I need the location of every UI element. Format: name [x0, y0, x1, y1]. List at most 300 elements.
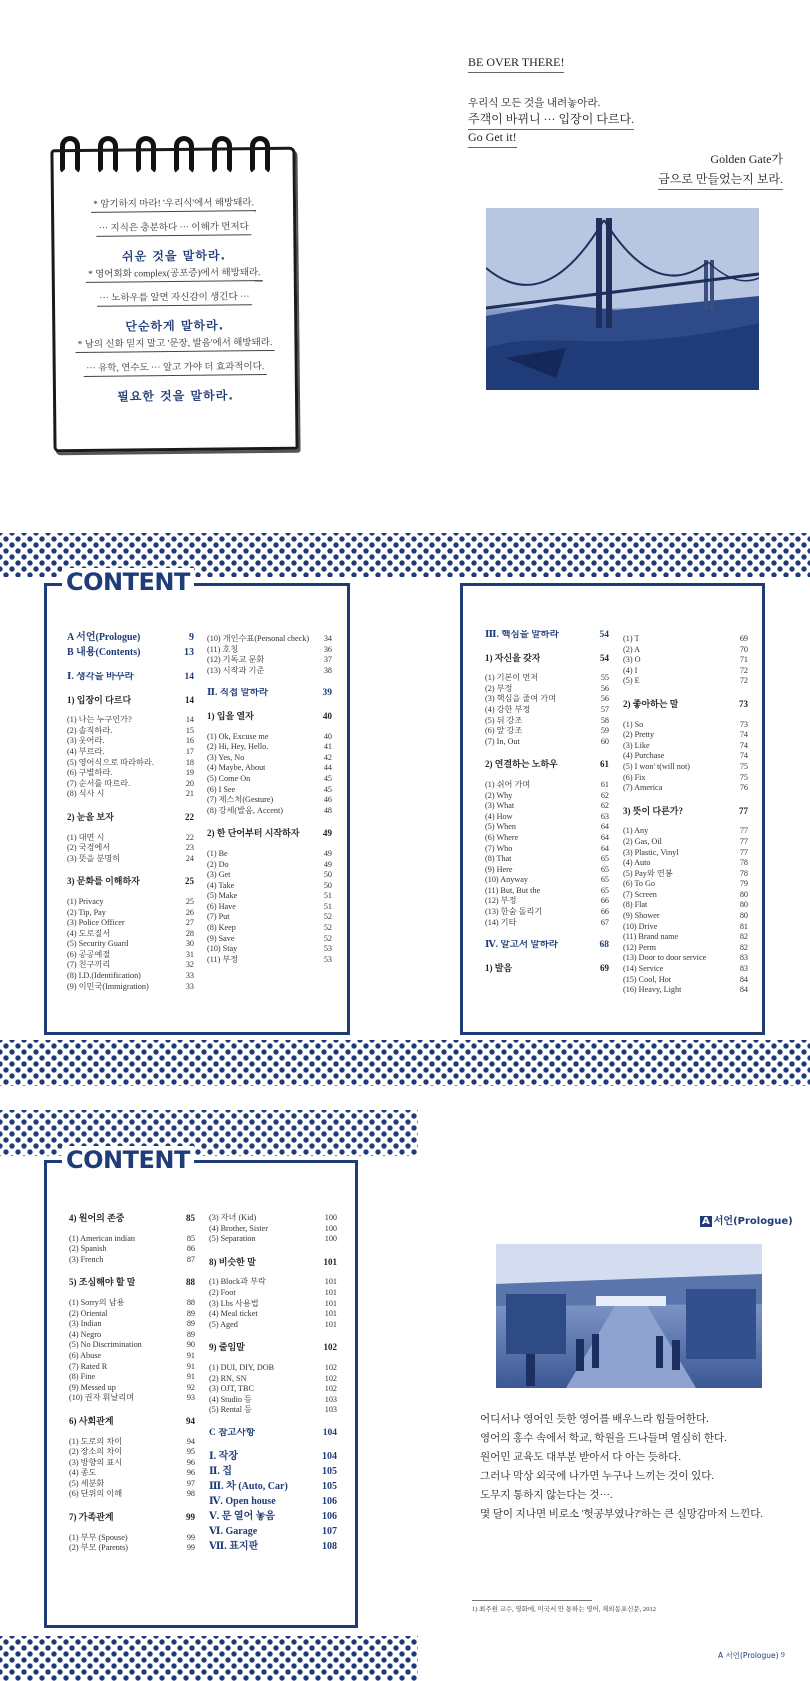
toc-entry-title: (1) 나는 누구인가?	[67, 715, 132, 725]
toc-entry-page: 44	[323, 763, 332, 773]
toc-entry-page: 54	[599, 630, 609, 640]
toc-entry-title: (3) Like	[623, 740, 650, 750]
toc-entry	[69, 1393, 195, 1404]
toc-entry-title: (3) Lbs 사용법	[209, 1298, 259, 1308]
toc-entry-page: 99	[186, 1543, 195, 1553]
toc-entry	[485, 918, 609, 929]
go-get-it: Go Get it!	[468, 130, 517, 148]
toc-entry-page: 45	[323, 784, 332, 794]
toc-entry	[485, 737, 609, 748]
toc-entry-page: 67	[600, 917, 609, 927]
toc-entry-title: (2) 솔직하라.	[67, 725, 113, 735]
toc-entry	[623, 730, 748, 741]
toc-entry	[67, 908, 194, 919]
toc-entry-title: (3) What	[485, 801, 515, 811]
toc-entry-title: (6) 앞 강조	[485, 726, 523, 736]
toc-entry-title: (11) 부정	[207, 954, 239, 964]
toc-entry	[623, 922, 748, 933]
toc-entry-title: (4) Auto	[623, 858, 651, 868]
toc-entry-page: 49	[323, 848, 332, 858]
toc-entry-page: 103	[324, 1394, 337, 1404]
toc-entry	[67, 854, 194, 865]
toc-entry-title: (10) Stay	[207, 944, 238, 954]
toc-entry	[207, 742, 332, 753]
toc-entry	[207, 732, 332, 743]
toc-entry	[209, 1449, 337, 1464]
toc-entry-page: 15	[185, 725, 194, 735]
toc-entry-page: 64	[600, 843, 609, 853]
toc-entry	[485, 844, 609, 855]
toc-entry	[623, 783, 748, 794]
toc-entry-page: 25	[185, 876, 194, 887]
toc-entry-page: 69	[600, 962, 609, 973]
toc-entry-page: 106	[322, 1495, 337, 1507]
toc-entry-title: (10) 권자 휘날리며	[69, 1393, 135, 1403]
toc-entry	[67, 645, 194, 660]
toc-entry	[67, 726, 194, 737]
toc-entry-page: 85	[186, 1213, 195, 1223]
toc-entry	[485, 726, 609, 737]
toc-entry-title: (1) So	[623, 719, 644, 729]
toc-entry-title: (13) Door to door service	[623, 953, 707, 963]
toc-entry-page: 80	[739, 900, 748, 910]
toc-entry-title: (8) That	[485, 854, 512, 864]
toc-entry	[209, 1234, 337, 1245]
toc-entry-title: (6) Abuse	[69, 1350, 102, 1360]
toc-entry-title: Ⅲ. 핵심을 말하라	[485, 630, 559, 640]
toc-entry-page: 94	[186, 1415, 195, 1426]
toc-entry	[623, 699, 748, 710]
toc-entry-title: (11) 호칭	[207, 644, 239, 654]
toc-entry-page: 82	[739, 932, 748, 942]
toc-entry-title: (2) Hi, Hey, Hello.	[207, 742, 269, 752]
toc-entry-title: Ⅱ. 직접 말하라	[207, 688, 269, 699]
toc-entry	[69, 1234, 195, 1245]
toc-entry-title: Ⅲ. 차 (Auto, Car)	[209, 1480, 288, 1492]
toc-entry-title: 2) 한 단어부터 시작하자	[207, 828, 300, 839]
toc-entry-title: (4) Maybe, About	[207, 763, 266, 773]
toc-entry-title: (9) 이민국(Immigration)	[67, 981, 149, 991]
toc-entry	[69, 1458, 195, 1469]
toc-entry	[623, 964, 748, 975]
toc-entry	[623, 858, 748, 869]
toc-entry-page: 13	[184, 647, 194, 658]
toc-entry-title: (3) 뜻을 분명히	[67, 853, 121, 863]
toc-entry-page: 72	[739, 665, 748, 675]
content-title: CONTENT	[62, 568, 194, 596]
toc-entry	[485, 780, 609, 791]
toc-entry	[69, 1309, 195, 1320]
toc-entry	[67, 747, 194, 758]
toc-entry	[623, 762, 748, 773]
prologue-line: 그러나 막상 외국에 나가면 누구나 느끼는 것이 있다.	[480, 1471, 715, 1482]
toc-entry-page: 9	[189, 632, 194, 643]
toc-entry-page: 31	[185, 949, 194, 959]
content-box-3	[44, 1160, 358, 1628]
prologue-line: 원어민 교육도 대부분 받아서 다 아는 듯하다.	[480, 1452, 681, 1463]
toc-entry	[67, 843, 194, 854]
toc-entry-page: 100	[324, 1213, 337, 1222]
toc-entry-title: (4) I	[623, 665, 638, 675]
toc-entry-title: 9) 줄임말	[209, 1342, 245, 1353]
toc-entry-title: (5) Separation	[209, 1234, 256, 1244]
toc-entry-title: (3) Get	[207, 870, 231, 880]
toc-entry-title: (9) Save	[207, 933, 235, 943]
toc-entry-page: 36	[323, 644, 332, 654]
toc-entry	[209, 1464, 337, 1479]
toc-entry	[209, 1224, 337, 1235]
toc-entry-page: 101	[324, 1277, 337, 1287]
toc-entry-title: (2) 부모 (Parents)	[69, 1543, 129, 1553]
toc-entry-page: 52	[323, 912, 332, 922]
toc-entry-page: 73	[739, 698, 748, 709]
toc-entry-page: 52	[323, 933, 332, 943]
toc-entry	[69, 1362, 195, 1373]
toc-entry	[69, 1277, 195, 1288]
toc-entry-page: 101	[323, 1256, 337, 1267]
toc-entry-page: 77	[739, 847, 748, 857]
toc-entry	[67, 758, 194, 769]
toc-entry-page: 96	[186, 1457, 195, 1467]
toc-entry-title: (2) 국경에서	[67, 843, 111, 853]
golden-gate-bridge-photo	[486, 208, 759, 390]
toc-entry	[623, 720, 748, 731]
toc-entry	[67, 939, 194, 950]
toc-entry	[69, 1468, 195, 1479]
toc-entry	[209, 1299, 337, 1310]
toc-entry-title: (1) 기본이 먼저	[485, 673, 539, 683]
prologue-paragraph	[480, 1410, 780, 1524]
toc-entry-page: 83	[739, 964, 748, 974]
toc-entry-page: 49	[323, 859, 332, 869]
shopping-mall-photo	[496, 1244, 762, 1388]
toc-entry	[67, 812, 194, 823]
toc-entry-page: 77	[739, 836, 748, 846]
toc-entry	[623, 848, 748, 859]
toc-entry-title: (10) 개인수표(Personal check)	[207, 634, 310, 643]
toc-entry-page: 79	[739, 879, 748, 889]
toc-entry-page: 91	[186, 1350, 195, 1360]
toc-entry-title: (6) 단위의 이해	[69, 1489, 123, 1499]
toc-entry-page: 72	[739, 676, 748, 686]
toc-entry	[67, 897, 194, 908]
toc-entry-page: 28	[185, 928, 194, 938]
toc-entry-page: 96	[186, 1468, 195, 1478]
toc-entry	[207, 870, 332, 881]
toc-entry	[67, 768, 194, 779]
toc-entry-title: (2) Pretty	[623, 730, 655, 740]
toc-entry	[623, 890, 748, 901]
toc-entry-title: (6) I See	[207, 784, 236, 794]
toc-entry-title: (7) Rated R	[69, 1361, 108, 1371]
toc-entry-page: 46	[323, 795, 332, 805]
toc-column	[209, 1213, 337, 1554]
toc-entry	[485, 833, 609, 844]
toc-entry-title: (5) Pay와 연봉	[623, 868, 673, 878]
toc-entry-title: (1) 도로의 차이	[69, 1436, 123, 1446]
toc-entry	[67, 779, 194, 790]
notepad-line: ··· 노하우를 알면 자신감이 생긴다 ···	[97, 288, 251, 307]
toc-entry	[209, 1374, 337, 1385]
toc-entry-page: 50	[323, 870, 332, 880]
toc-entry-title: (7) Put	[207, 912, 230, 922]
notepad-block-2	[55, 262, 295, 335]
toc-entry	[623, 741, 748, 752]
toc-entry	[69, 1351, 195, 1362]
toc-entry-page: 97	[186, 1478, 195, 1488]
toc-entry-title: (2) Why	[485, 790, 513, 800]
toc-entry-title: (3) Plastic, Vinyl	[623, 847, 679, 857]
toc-entry	[485, 907, 609, 918]
toc-entry	[485, 673, 609, 684]
toc-entry	[207, 828, 332, 839]
toc-entry-title: (2) 장소의 차이	[69, 1447, 123, 1457]
toc-entry-title: (13) 한숨 돌리기	[485, 907, 543, 917]
toc-entry	[209, 1428, 337, 1439]
toc-entry-title: (10) Drive	[623, 921, 658, 931]
toc-entry	[623, 634, 748, 645]
toc-entry-title: (1) 부부 (Spouse)	[69, 1532, 128, 1542]
toc-entry-page: 14	[184, 672, 194, 682]
toc-entry-page: 27	[185, 918, 194, 928]
toc-entry-page: 23	[185, 843, 194, 853]
toc-entry-title: (7) America	[623, 783, 663, 793]
toc-entry-page: 78	[739, 868, 748, 878]
toc-entry	[209, 1539, 337, 1554]
toc-entry	[69, 1383, 195, 1394]
toc-entry-page: 100	[324, 1223, 337, 1233]
toc-entry-title: (8) Fine	[69, 1372, 96, 1382]
toc-entry-title: (2) Foot	[209, 1287, 236, 1297]
golden-gate-line-1: Golden Gate가	[710, 152, 783, 166]
toc-entry-page: 89	[186, 1308, 195, 1318]
toc-entry-title: (1) Block과 부락	[209, 1277, 266, 1287]
section-tag-label: 서언(Prologue)	[713, 1216, 793, 1227]
star-pattern-band	[0, 1040, 810, 1086]
toc-entry-title: Ⅴ. 문 열어 놓음	[209, 1510, 276, 1522]
toc-entry-page: 19	[185, 768, 194, 778]
notepad-block-3	[55, 332, 295, 405]
toc-entry	[209, 1277, 337, 1288]
toc-column	[67, 630, 194, 992]
toc-entry-title: (4) Take	[207, 880, 235, 890]
running-footer: A 서언(Prologue)	[718, 1651, 779, 1660]
toc-entry-title: (9) Here	[485, 864, 513, 874]
toc-entry-title: (5) Come On	[207, 773, 251, 783]
toc-entry-title: (13) 시작과 기준	[207, 665, 265, 675]
toc-entry-page: 80	[739, 889, 748, 899]
prologue-line: 영어의 홍수 속에서 학교, 학원을 드나들며 열심히 한다.	[480, 1433, 727, 1444]
toc-entry-page: 33	[185, 981, 194, 991]
toc-entry-page: 102	[323, 1342, 337, 1353]
toc-entry-page: 52	[323, 923, 332, 933]
toc-entry-title: (3) OJT, TBC	[209, 1384, 254, 1394]
prologue-line: 어디서나 영어인 듯한 영어를 배우느라 힘들어한다.	[480, 1414, 709, 1425]
notepad-line: * 영어회화 complex(공포증)에서 해방돼라.	[86, 264, 263, 283]
toc-entry-title: (4) Negro	[69, 1329, 102, 1339]
toc-entry	[67, 971, 194, 982]
toc-entry	[207, 634, 332, 645]
toc-entry	[623, 869, 748, 880]
toc-entry-title: (3) 웃어라.	[67, 736, 105, 746]
toc-entry	[207, 774, 332, 785]
toc-entry	[485, 759, 609, 770]
toc-entry	[207, 944, 332, 955]
toc-entry	[69, 1372, 195, 1383]
toc-entry	[69, 1479, 195, 1490]
toc-entry-title: 1) 발음	[485, 962, 513, 973]
toc-entry-page: 104	[322, 1450, 337, 1462]
toc-entry-page: 34	[323, 634, 332, 643]
toc-entry-title: (8) 강세(발음, Accent)	[207, 805, 283, 815]
toc-entry-page: 68	[599, 940, 609, 951]
prologue-section-tag	[700, 1212, 793, 1227]
toc-entry-title: (4) 도로질서	[67, 928, 111, 938]
toc-entry-page: 62	[600, 790, 609, 800]
toc-entry-page: 83	[739, 953, 748, 963]
toc-entry-title: 4) 원어의 존중	[69, 1213, 125, 1223]
toc-column	[69, 1213, 195, 1554]
toc-entry-title: (2) Spanish	[69, 1244, 107, 1254]
toc-entry-page: 18	[185, 757, 194, 767]
toc-entry	[69, 1298, 195, 1309]
toc-entry	[69, 1319, 195, 1330]
toc-entry-page: 64	[600, 822, 609, 832]
toc-entry-page: 20	[185, 778, 194, 788]
toc-entry-page: 91	[186, 1361, 195, 1371]
toc-entry-title: 8) 비슷한 말	[209, 1256, 256, 1267]
toc-entry-page: 104	[322, 1427, 337, 1438]
toc-entry-page: 22	[185, 811, 194, 822]
toc-entry-title: (11) But, But the	[485, 885, 541, 895]
toc-entry-title: (12) Perm	[623, 942, 656, 952]
toc-entry-title: (5) E	[623, 676, 640, 686]
toc-entry-title: (5) When	[485, 822, 516, 832]
toc-entry	[67, 950, 194, 961]
toc-entry-title: (2) Oriental	[69, 1308, 108, 1318]
toc-entry-page: 105	[322, 1465, 337, 1477]
toc-entry-title: 6) 사회관계	[69, 1415, 114, 1426]
toc-entry	[623, 879, 748, 890]
section-letter-badge: A	[702, 1216, 710, 1227]
toc-entry	[207, 860, 332, 871]
toc-entry-page: 101	[324, 1287, 337, 1297]
toc-entry-page: 17	[185, 746, 194, 756]
toc-entry-page: 94	[186, 1436, 195, 1446]
toc-entry-title: Ⅵ. Garage	[209, 1525, 258, 1537]
toc-entry-page: 70	[739, 644, 748, 654]
toc-entry	[209, 1405, 337, 1416]
toc-entry-title: (7) 제스처(Gesture)	[207, 795, 274, 805]
toc-entry	[485, 705, 609, 716]
toc-entry	[67, 982, 194, 993]
toc-entry-page: 62	[600, 801, 609, 811]
toc-entry-title: (4) 강한 부정	[485, 704, 531, 714]
toc-entry-page: 33	[185, 971, 194, 981]
toc-entry-title: (2) Do	[207, 859, 229, 869]
toc-entry-title: Ⅳ. 알고서 말하라	[485, 940, 558, 951]
toc-entry-title: Ⅶ. 표지판	[209, 1540, 259, 1552]
toc-entry-title: (5) Make	[207, 891, 238, 901]
toc-entry-page: 66	[600, 896, 609, 906]
toc-entry-page: 32	[185, 960, 194, 970]
toc-entry-page: 82	[739, 942, 748, 952]
toc-entry-page: 75	[739, 772, 748, 782]
toc-entry-page: 56	[600, 683, 609, 693]
toc-entry-title: (8) 식사 시	[67, 789, 105, 799]
toc-entry-title: (1) American indian	[69, 1233, 135, 1243]
toc-entry-page: 91	[186, 1372, 195, 1382]
toc-entry	[67, 715, 194, 726]
toc-entry-title: (6) To Go	[623, 879, 656, 889]
toc-entry	[485, 822, 609, 833]
toc-entry	[209, 1257, 337, 1268]
toc-entry-title: (4) Brother, Sister	[209, 1223, 269, 1233]
toc-entry-title: (7) 순서를 따르라.	[67, 778, 131, 788]
toc-entry-title: (8) Flat	[623, 900, 648, 910]
toc-entry-title: (12) 기독교 문화	[207, 655, 265, 665]
toc-entry-page: 74	[739, 751, 748, 761]
toc-entry-title: (11) Brand name	[623, 932, 679, 942]
toc-entry-page: 81	[739, 921, 748, 931]
toc-entry-title: (3) 자녀 (Kid)	[209, 1213, 257, 1222]
toc-entry-page: 108	[322, 1540, 337, 1552]
golden-gate-line-2: 금으로 만들었는지 보라.	[658, 170, 783, 190]
toc-entry-page: 84	[739, 974, 748, 984]
toc-entry	[623, 645, 748, 656]
toc-entry-title: (14) Service	[623, 964, 664, 974]
toc-entry	[485, 716, 609, 727]
toc-entry-page: 78	[739, 858, 748, 868]
be-over-there-heading: BE OVER THERE!	[468, 55, 564, 73]
toc-entry-page: 53	[323, 954, 332, 964]
toc-entry-page: 99	[186, 1532, 195, 1542]
toc-entry-title: (4) Studio 등	[209, 1394, 252, 1404]
toc-entry-title: Ⅰ. 작장	[209, 1450, 238, 1462]
toc-entry	[209, 1524, 337, 1539]
toc-entry	[67, 876, 194, 887]
toc-entry-title: 2) 눈을 보자	[67, 811, 114, 822]
toc-entry-title: (8) Keep	[207, 923, 236, 933]
toc-entry	[623, 911, 748, 922]
toc-entry	[69, 1416, 195, 1427]
toc-column	[485, 630, 609, 983]
toc-entry-page: 105	[322, 1480, 337, 1492]
toc-entry	[67, 960, 194, 971]
toc-entry-page: 87	[186, 1254, 195, 1264]
toc-entry-page: 89	[186, 1329, 195, 1339]
toc-entry	[623, 751, 748, 762]
toc-entry	[67, 630, 194, 645]
toc-entry-page: 14	[185, 694, 194, 705]
toc-entry-title: (1) Sorry의 남용	[69, 1297, 125, 1307]
toc-entry	[67, 672, 194, 683]
toc-entry-title: (6) Where	[485, 832, 519, 842]
toc-entry-title: (1) 쉬어 가며	[485, 779, 531, 789]
toc-entry-page: 71	[739, 655, 748, 665]
toc-entry-page: 54	[600, 652, 609, 663]
toc-entry	[209, 1509, 337, 1524]
toc-entry-page: 98	[186, 1489, 195, 1499]
toc-entry-page: 65	[600, 885, 609, 895]
toc-entry	[209, 1342, 337, 1353]
toc-entry-title: (1) Any	[623, 826, 649, 836]
toc-entry-page: 63	[600, 811, 609, 821]
toc-entry	[207, 955, 332, 966]
toc-entry	[207, 891, 332, 902]
toc-entry	[485, 875, 609, 886]
notepad-line: ··· 지식은 충분하다 ··· 이해가 먼저다	[97, 218, 251, 237]
